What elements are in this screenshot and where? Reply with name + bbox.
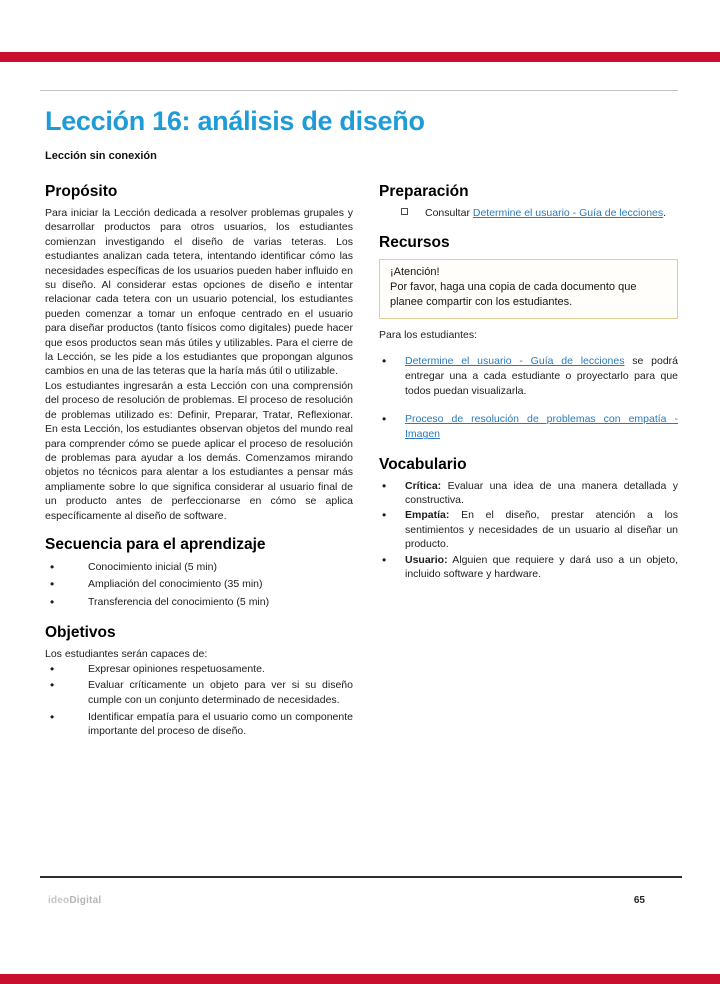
vocab-definition: Evaluar una idea de una manera detallada y constructiva. xyxy=(405,479,678,507)
content-columns xyxy=(45,183,678,741)
lesson-guide-link[interactable]: Determine el usuario - Guía de lecciones xyxy=(405,354,625,367)
right-column xyxy=(379,183,678,741)
page-subtitle: Lección sin conexión xyxy=(45,150,157,162)
list-item: • Expresar opiniones respetuosamente. xyxy=(45,662,353,676)
list-item xyxy=(379,508,678,551)
list-item xyxy=(379,412,678,442)
list-item xyxy=(379,479,678,508)
sequence-list xyxy=(45,559,353,611)
resource-item-text: se podrá entregar una a cada estudiante o proyectarlo para que todos puedan visualizarla. xyxy=(405,354,679,398)
bottom-red-bar xyxy=(0,974,720,984)
notice-body: Por favor, haga una copia de cada documento que planee compartir con los estudiantes. xyxy=(390,281,637,309)
list-item: • Ampliación del conocimiento (35 min) xyxy=(45,576,353,593)
footer xyxy=(48,895,645,906)
objectives-heading: Objetivos xyxy=(45,624,116,642)
students-label: Para los estudiantes: xyxy=(379,328,478,341)
lesson-guide-link[interactable]: Determine el usuario - Guía de lecciones xyxy=(472,207,664,219)
left-column xyxy=(45,183,353,741)
footer-brand-light: ideo xyxy=(48,895,70,906)
page-title: Lección 16: análisis de diseño xyxy=(45,106,425,136)
list-item: • Evaluar críticamente un objeto para ver si su diseño cumple con un conjunto determinado de necesidades. xyxy=(45,678,353,707)
preparation-suffix: . xyxy=(663,207,667,219)
purpose-heading: Propósito xyxy=(45,183,118,200)
vocab-term: Empatía: xyxy=(405,509,450,522)
page-number: 65 xyxy=(633,895,645,906)
vocab-term: Usuario: xyxy=(405,553,448,566)
resources-heading: Recursos xyxy=(379,234,450,251)
footer-brand-bold: Digital xyxy=(69,895,102,906)
purpose-paragraph-2: Los estudiantes ingresarán a esta Lección con una comprensión del proceso de resolución de problemas. El proceso de resolución de problemas utilizado es: Definir, Preparar, Tratar, Reflexionar. En esta Lección, los estudiantes observan objetos del mundo real para comprender cómo se puede aplicar el proceso de resolución de problemas para ayudar a los demás. Comenzamos mirando objetos no técnicos para alentar a los estudiantes a pensar más ampliamente sobre lo que significa considerar al usuario final de un producto antes de perfeccionarse en cómo se aplica específicamente al diseño de software. xyxy=(45,379,353,522)
preparation-prefix: Consultar xyxy=(425,207,473,219)
preparation-text xyxy=(425,206,666,221)
sequence-heading: Secuencia para el aprendizaje xyxy=(45,535,266,553)
footer-divider xyxy=(40,876,682,878)
top-red-bar xyxy=(0,52,720,62)
list-item: • Identificar empatía para el usuario como un componente importante del proceso de diseño. xyxy=(45,710,353,739)
preparation-heading: Preparación xyxy=(379,183,469,200)
objectives-intro: Los estudiantes serán capaces de: xyxy=(45,648,208,661)
notice-title: ¡Atención! xyxy=(390,266,440,278)
vocab-term: Crítica: xyxy=(405,479,442,492)
vocab-definition: En el diseño, prestar atención a los sentimientos y necesidades de un usuario al diseñar un producto. xyxy=(405,509,678,551)
vocabulary-list xyxy=(379,479,678,582)
list-item: • Transferencia del conocimiento (5 min) xyxy=(45,594,353,611)
list-item xyxy=(379,354,678,400)
footer-brand xyxy=(48,895,101,906)
vocabulary-heading: Vocabulario xyxy=(379,455,467,473)
purpose-paragraph-1: Para iniciar la Lección dedicada a resolver problemas grupales y desarrollar productos para otros usuarios, los estudiantes comienzan investigando el diseño de varias teteras. Los estudiantes analizan cada tetera, intentando identificar cómo las necesidades específicas de los usuarios pueden haber influido en su diseño. Al considerar estas opciones de diseño e intentar relacionar cada tetera con un usuario potencial, los estudiantes pueden comenzar a tomar un enfoque centrado en el usuario para diseñar productos (tanto físicos como digitales) puede hacer que esos productos sean más útiles y utilizables. Para el cierre de la Lección, se les pide a los estudiantes que propongan algunos cambios en una de las teteras que la haría más útil o utilizable. xyxy=(45,207,353,378)
page xyxy=(0,52,720,741)
list-item: • Conocimiento inicial (5 min) xyxy=(45,559,353,576)
header-divider xyxy=(40,90,678,91)
student-resources-list xyxy=(379,354,678,443)
attention-notice-box xyxy=(379,259,678,319)
checkbox-icon[interactable] xyxy=(401,208,408,215)
preparation-item xyxy=(379,206,678,221)
vocab-definition: Alguien que requiere y dará uso a un objeto, incluido software y hardware. xyxy=(405,553,678,581)
objectives-list xyxy=(45,662,353,739)
list-item xyxy=(379,553,678,582)
empathy-image-link[interactable]: Proceso de resolución de problemas con empatía - Imagen xyxy=(405,413,678,441)
